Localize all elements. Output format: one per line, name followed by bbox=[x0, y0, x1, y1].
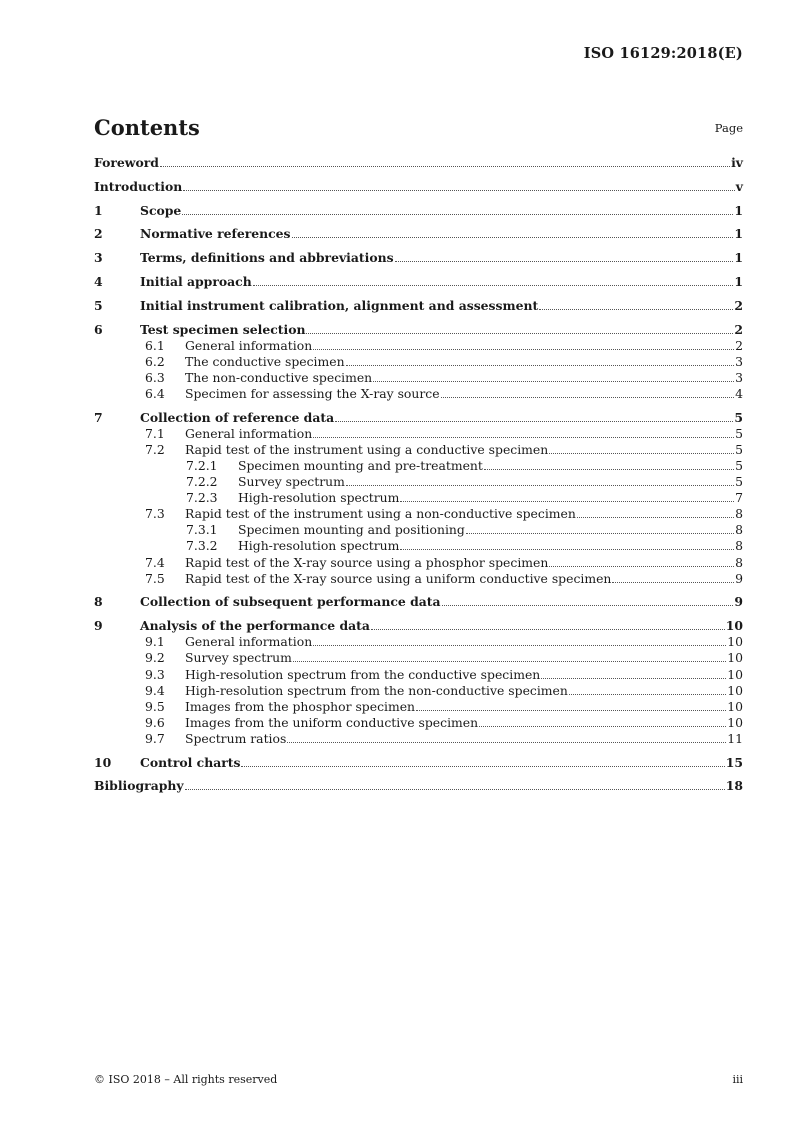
toc-entry-number: 9.4 bbox=[145, 682, 165, 698]
page-title: Contents bbox=[94, 115, 200, 140]
toc-entry-page: 2 bbox=[734, 297, 743, 313]
toc-entry-number: 9.3 bbox=[145, 666, 165, 682]
toc-entry[interactable] bbox=[94, 249, 743, 265]
toc-entry-number: 7.3.1 bbox=[186, 522, 218, 538]
toc-entry[interactable] bbox=[94, 537, 743, 553]
toc-entry-label: Initial instrument calibration, alignment and assessment bbox=[140, 297, 539, 313]
dot-leader bbox=[466, 533, 734, 534]
dot-leader bbox=[241, 766, 724, 767]
dot-leader bbox=[253, 285, 734, 286]
toc-entry-page: 10 bbox=[725, 618, 743, 634]
toc-entry-page: 9 bbox=[734, 594, 743, 610]
toc-entry-label: Rapid test of the X-ray source using a phosphor specimen bbox=[185, 554, 549, 570]
toc-entry-number: 6.1 bbox=[145, 337, 165, 353]
toc-entry-label: Survey spectrum bbox=[185, 650, 292, 666]
dot-leader bbox=[292, 237, 734, 238]
toc-entry-number: 6.4 bbox=[145, 385, 165, 401]
toc-entry-label: Control charts bbox=[140, 754, 241, 770]
dot-leader bbox=[182, 214, 733, 215]
toc-entry-label: High-resolution spectrum bbox=[238, 490, 400, 506]
toc-entry[interactable] bbox=[94, 682, 743, 698]
toc-entry-label: Rapid test of the instrument using a conductive specimen bbox=[185, 441, 549, 457]
toc-entry-label: High-resolution spectrum bbox=[238, 538, 400, 554]
toc-entry-page: 5 bbox=[735, 425, 743, 441]
document-id: ISO 16129:2018(E) bbox=[583, 45, 743, 62]
dot-leader bbox=[183, 190, 735, 191]
toc-entry-page: 8 bbox=[735, 506, 743, 522]
dot-leader bbox=[569, 694, 726, 695]
toc-entry-page: v bbox=[735, 178, 743, 194]
toc-entry-number: 6.3 bbox=[145, 369, 165, 385]
dot-leader bbox=[371, 629, 725, 630]
toc-entry-label: Images from the uniform conductive specimen bbox=[185, 714, 479, 730]
toc-entry[interactable] bbox=[94, 273, 743, 289]
toc-entry-number: 9.2 bbox=[145, 650, 165, 666]
toc-entry-label: Specimen mounting and pre-treatment bbox=[238, 458, 483, 473]
toc-entry-page: 8 bbox=[735, 554, 743, 570]
toc-entry[interactable] bbox=[94, 369, 743, 385]
toc-entry[interactable] bbox=[94, 154, 743, 170]
toc-entry[interactable] bbox=[94, 714, 743, 730]
toc-entry-number: 1 bbox=[94, 202, 103, 218]
toc-entry[interactable] bbox=[94, 297, 743, 313]
toc-entry-number: 8 bbox=[94, 594, 103, 610]
dot-leader bbox=[185, 789, 725, 790]
toc-entry[interactable] bbox=[94, 505, 743, 521]
dot-leader bbox=[400, 549, 734, 550]
dot-leader bbox=[549, 566, 734, 567]
toc-entry[interactable] bbox=[94, 473, 743, 489]
toc-entry-label: Initial approach bbox=[140, 274, 252, 289]
toc-entry-number: 7.2.2 bbox=[186, 474, 218, 490]
dot-leader bbox=[541, 678, 726, 679]
toc-entry-page: iv bbox=[731, 155, 743, 171]
dot-leader bbox=[612, 582, 734, 583]
toc-entry-page: 10 bbox=[727, 666, 743, 682]
copyright-notice: © ISO 2018 – All rights reserved bbox=[94, 1073, 278, 1086]
toc-entry[interactable] bbox=[94, 754, 743, 770]
toc-entry-page: 9 bbox=[735, 570, 743, 586]
toc-entry-page: 18 bbox=[725, 778, 743, 794]
toc-entry[interactable] bbox=[94, 441, 743, 457]
dot-leader bbox=[306, 333, 733, 334]
dot-leader bbox=[160, 166, 730, 167]
toc-entry-number: 9.1 bbox=[145, 634, 165, 650]
toc-entry-label: Test specimen selection bbox=[140, 321, 306, 337]
toc-entry-page: 4 bbox=[735, 385, 743, 401]
toc-entry-page: 3 bbox=[735, 353, 743, 369]
toc-entry-page: 8 bbox=[735, 522, 743, 538]
toc-entry-page: 1 bbox=[734, 226, 743, 242]
toc-entry-number: 7.3.2 bbox=[186, 538, 218, 554]
toc-entry[interactable] bbox=[94, 521, 743, 537]
toc-entry-number: 7 bbox=[94, 409, 103, 425]
toc-entry-label: Bibliography bbox=[94, 778, 184, 794]
toc-entry-number: 5 bbox=[94, 297, 103, 313]
toc-entry[interactable] bbox=[94, 337, 743, 353]
dot-leader bbox=[313, 437, 734, 438]
toc-entry-page: 5 bbox=[735, 458, 743, 473]
toc-entry[interactable] bbox=[94, 698, 743, 714]
toc-entry[interactable] bbox=[94, 489, 743, 505]
toc-entry-page: 5 bbox=[735, 474, 743, 490]
page-number: iii bbox=[732, 1073, 743, 1086]
toc-entry-number: 9 bbox=[94, 618, 103, 634]
toc-entry-label: Survey spectrum bbox=[238, 474, 345, 490]
dot-leader bbox=[313, 645, 726, 646]
toc-entry[interactable] bbox=[94, 777, 743, 793]
toc-entry-label: Foreword bbox=[94, 155, 159, 171]
toc-entry[interactable] bbox=[94, 730, 743, 746]
dot-leader bbox=[400, 501, 734, 502]
title-row bbox=[94, 110, 743, 140]
dot-leader bbox=[395, 261, 734, 262]
toc-entry-label: Scope bbox=[140, 202, 182, 218]
toc-entry-label: Rapid test of the X-ray source using a uniform conductive specimen bbox=[185, 570, 612, 586]
toc-entry[interactable] bbox=[94, 353, 743, 369]
page-column-label: Page bbox=[714, 121, 743, 135]
toc-entry[interactable] bbox=[94, 225, 743, 241]
toc-entry[interactable] bbox=[94, 202, 743, 218]
toc-entry-label: Normative references bbox=[140, 226, 291, 242]
toc-entry-page: 2 bbox=[735, 337, 743, 353]
toc-entry-page: 7 bbox=[735, 490, 743, 506]
toc-entry-page: 11 bbox=[727, 730, 743, 746]
dot-leader bbox=[549, 453, 734, 454]
toc-entry-number: 7.5 bbox=[145, 570, 165, 586]
table-of-contents bbox=[94, 154, 743, 793]
toc-entry-page: 1 bbox=[734, 274, 743, 289]
toc-entry-label: General information bbox=[185, 425, 313, 441]
toc-entry[interactable] bbox=[94, 633, 743, 649]
toc-entry-number: 4 bbox=[94, 274, 103, 289]
toc-entry-number: 7.2.1 bbox=[186, 458, 218, 473]
toc-entry-label: General information bbox=[185, 337, 313, 353]
dot-leader bbox=[479, 726, 726, 727]
toc-entry[interactable] bbox=[94, 593, 743, 609]
toc-entry-label: Rapid test of the instrument using a non-conductive specimen bbox=[185, 506, 576, 522]
toc-entry-page: 3 bbox=[735, 369, 743, 385]
dot-leader bbox=[335, 421, 733, 422]
dot-leader bbox=[287, 742, 726, 743]
toc-entry-label: Images from the phosphor specimen bbox=[185, 698, 416, 714]
toc-entry-page: 10 bbox=[727, 650, 743, 666]
dot-leader bbox=[484, 469, 734, 470]
toc-entry-label: General information bbox=[185, 634, 313, 650]
dot-leader bbox=[441, 397, 735, 398]
dot-leader bbox=[346, 365, 735, 366]
toc-entry[interactable] bbox=[94, 570, 743, 586]
toc-entry[interactable] bbox=[94, 425, 743, 441]
toc-entry[interactable] bbox=[94, 320, 743, 336]
toc-entry[interactable] bbox=[94, 665, 743, 681]
toc-entry[interactable] bbox=[94, 553, 743, 569]
dot-leader bbox=[293, 661, 726, 662]
toc-entry-page: 1 bbox=[734, 202, 743, 218]
toc-entry-number: 7.2.3 bbox=[186, 490, 218, 506]
toc-entry-label: Spectrum ratios bbox=[185, 730, 287, 746]
toc-entry-label: Collection of reference data bbox=[140, 409, 335, 425]
toc-entry[interactable] bbox=[94, 178, 743, 194]
toc-entry-number: 6.2 bbox=[145, 353, 165, 369]
toc-entry-label: High-resolution spectrum from the conductive specimen bbox=[185, 666, 541, 682]
toc-entry-page: 2 bbox=[734, 321, 743, 337]
toc-entry-number: 7.2 bbox=[145, 441, 165, 457]
dot-leader bbox=[313, 349, 734, 350]
toc-entry-number: 10 bbox=[94, 754, 112, 770]
toc-entry-label: The conductive specimen bbox=[185, 353, 345, 369]
toc-entry-page: 8 bbox=[735, 538, 743, 554]
toc-entry[interactable] bbox=[94, 617, 743, 633]
toc-entry[interactable] bbox=[94, 409, 743, 425]
toc-entry-page: 10 bbox=[727, 634, 743, 650]
toc-entry-number: 9.5 bbox=[145, 698, 165, 714]
toc-entry[interactable] bbox=[94, 457, 743, 473]
toc-entry-page: 5 bbox=[734, 409, 743, 425]
dot-leader bbox=[346, 485, 734, 486]
dot-leader bbox=[416, 710, 726, 711]
toc-entry-page: 10 bbox=[727, 714, 743, 730]
dot-leader bbox=[442, 605, 734, 606]
toc-entry-number: 6 bbox=[94, 321, 103, 337]
toc-entry-label: Terms, definitions and abbreviations bbox=[140, 250, 394, 266]
toc-entry-number: 7.1 bbox=[145, 425, 165, 441]
toc-entry-label: Specimen mounting and positioning bbox=[238, 522, 465, 538]
toc-entry-page: 10 bbox=[727, 698, 743, 714]
toc-entry-label: Collection of subsequent performance data bbox=[140, 594, 441, 610]
toc-entry-page: 10 bbox=[727, 682, 743, 698]
toc-entry[interactable] bbox=[94, 385, 743, 401]
toc-entry-page: 15 bbox=[725, 754, 743, 770]
toc-entry-number: 7.3 bbox=[145, 506, 165, 522]
toc-entry[interactable] bbox=[94, 649, 743, 665]
toc-entry-label: High-resolution spectrum from the non-conductive specimen bbox=[185, 682, 568, 698]
dot-leader bbox=[577, 517, 734, 518]
toc-entry-page: 5 bbox=[735, 441, 743, 457]
dot-leader bbox=[373, 381, 734, 382]
toc-entry-page: 1 bbox=[734, 250, 743, 266]
toc-entry-label: Introduction bbox=[94, 178, 183, 194]
toc-entry-label: The non-conductive specimen bbox=[185, 369, 373, 385]
toc-entry-label: Specimen for assessing the X-ray source bbox=[185, 385, 440, 401]
toc-entry-label: Analysis of the performance data bbox=[140, 618, 370, 634]
toc-entry-number: 3 bbox=[94, 250, 103, 266]
toc-entry-number: 9.7 bbox=[145, 730, 165, 746]
toc-entry-number: 7.4 bbox=[145, 554, 165, 570]
dot-leader bbox=[539, 309, 733, 310]
toc-entry-number: 9.6 bbox=[145, 714, 165, 730]
toc-entry-number: 2 bbox=[94, 226, 103, 242]
